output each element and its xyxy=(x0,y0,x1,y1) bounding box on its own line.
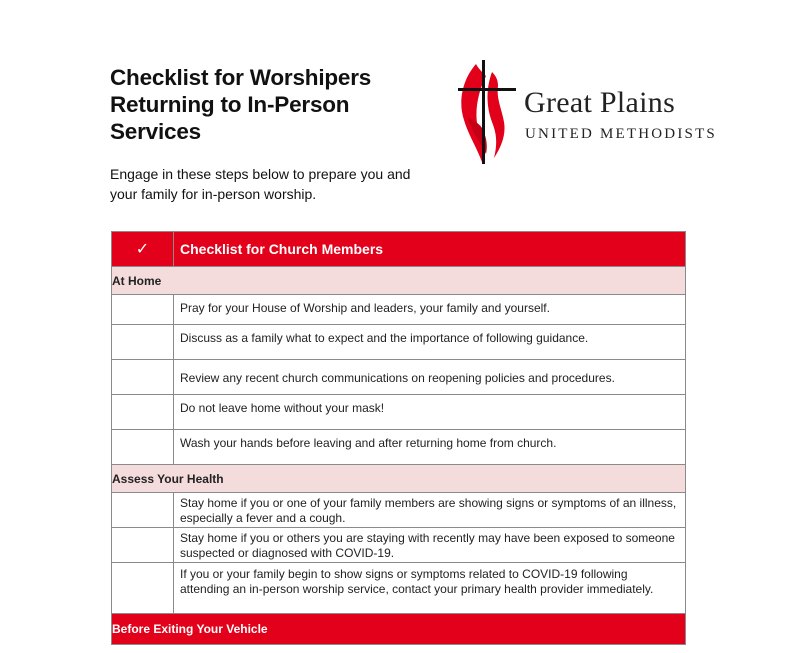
checkbox-cell[interactable] xyxy=(112,325,174,360)
member-checklist-table xyxy=(111,231,686,645)
intro-line: your family for in-person worship. xyxy=(110,186,317,202)
title-line: Services xyxy=(110,119,201,144)
section-row xyxy=(112,465,686,493)
table-header xyxy=(174,232,686,267)
table-row xyxy=(112,493,686,528)
checklist-item: Review any recent church communications on reopening policies and procedures. xyxy=(174,360,686,395)
page-title xyxy=(110,64,440,145)
table-row xyxy=(112,563,686,614)
section-title: At Home xyxy=(112,267,686,295)
checkbox-cell[interactable] xyxy=(112,493,174,528)
checkbox-cell[interactable] xyxy=(112,295,174,325)
logo-name: Great Plains xyxy=(524,86,676,119)
section-title: Assess Your Health xyxy=(112,465,686,493)
intro-text xyxy=(110,164,440,204)
checkbox-cell[interactable] xyxy=(112,563,174,614)
table-row xyxy=(112,528,686,563)
table-row xyxy=(112,430,686,465)
checkbox-cell[interactable] xyxy=(112,430,174,465)
table-row xyxy=(112,295,686,325)
checkbox-cell[interactable] xyxy=(112,360,174,395)
logo-subtitle: UNITED METHODISTS xyxy=(525,126,717,142)
title-line: Checklist for Worshipers xyxy=(110,65,372,90)
checklist-item: Wash your hands before leaving and after returning home from church. xyxy=(174,430,686,465)
check-mark-icon: ✓ xyxy=(112,232,174,267)
section-row xyxy=(112,267,686,295)
table-row xyxy=(112,325,686,360)
checklist-item: Stay home if you or others you are staying with recently may have been exposed to someone suspected or diagnosed with COVID-19. xyxy=(174,528,686,563)
checklist-item: If you or your family begin to show signs or symptoms related to COVID-19 following attending an in-person worship service, contact your primary health provider immediately. xyxy=(174,563,686,614)
table-row xyxy=(112,360,686,395)
cross-and-flame-icon xyxy=(458,58,522,168)
checkbox-cell[interactable] xyxy=(112,528,174,563)
table-row xyxy=(112,395,686,430)
section-title: Before Exiting Your Vehicle xyxy=(112,614,686,645)
intro-line: Engage in these steps below to prepare you and xyxy=(110,166,411,182)
logo xyxy=(458,58,758,168)
title-line: Returning to In-Person xyxy=(110,92,350,117)
checklist-item: Stay home if you or one of your family members are showing signs or symptoms of an illness, especially a fever and a cough. xyxy=(174,493,686,528)
checkbox-cell[interactable] xyxy=(112,395,174,430)
checklist-item: Do not leave home without your mask! xyxy=(174,395,686,430)
section-row xyxy=(112,614,686,645)
checklist-item: Discuss as a family what to expect and the importance of following guidance. xyxy=(174,325,686,360)
table-header-label: Checklist for Church Members xyxy=(180,241,384,257)
table-header-row xyxy=(112,232,686,267)
checklist-item: Pray for your House of Worship and leaders, your family and yourself. xyxy=(174,295,686,325)
